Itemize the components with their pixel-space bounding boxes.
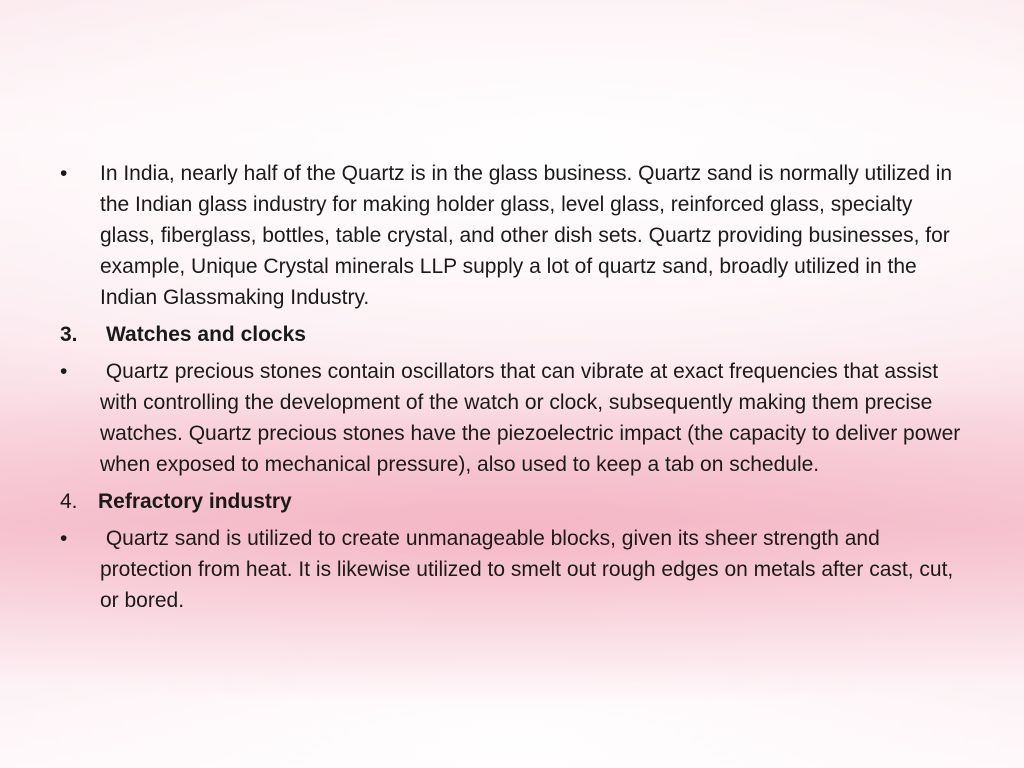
bullet-marker: • xyxy=(60,162,68,185)
bullet-marker: • xyxy=(60,527,68,550)
bullet-text: In India, nearly half of the Quartz is in the glass business. Quartz sand is normally utilized in the Indian glass industry for making holder glass, level glass, reinforced glass, specialty glass, fiberglass, bottles, table crystal, and other dish sets. Quartz providing businesses, for example, Unique Crystal minerals LLP supply a lot of quartz sand, broadly utilized in the Indian Glassmaking Industry. xyxy=(100,162,953,309)
bullet-marker: • xyxy=(60,360,68,383)
bullet-watches xyxy=(60,356,965,480)
bullet-refractory xyxy=(60,523,965,616)
bullet-text: Quartz sand is utilized to create unmanageable blocks, given its sheer strength and protection from heat. It is likewise utilized to smelt out rough edges on metals after cast, cut, or bored. xyxy=(100,527,960,612)
heading-refractory-industry xyxy=(60,486,965,517)
heading-number: 3. xyxy=(60,323,78,346)
heading-watches-and-clocks xyxy=(60,319,965,350)
heading-number: 4. xyxy=(60,490,78,513)
bullet-text: Quartz precious stones contain oscillators that can vibrate at exact frequencies that assist with controlling the development of the watch or clock, subsequently making them precise watches. Quartz precious stones have the piezoelectric impact (the capacity to deliver power when exposed to mechanical pressure), also used to keep a tab on schedule. xyxy=(100,360,967,476)
slide-content xyxy=(60,158,965,622)
heading-title: Watches and clocks xyxy=(106,323,306,346)
heading-title: Refractory industry xyxy=(98,490,292,513)
bullet-glass-industry xyxy=(60,158,965,313)
